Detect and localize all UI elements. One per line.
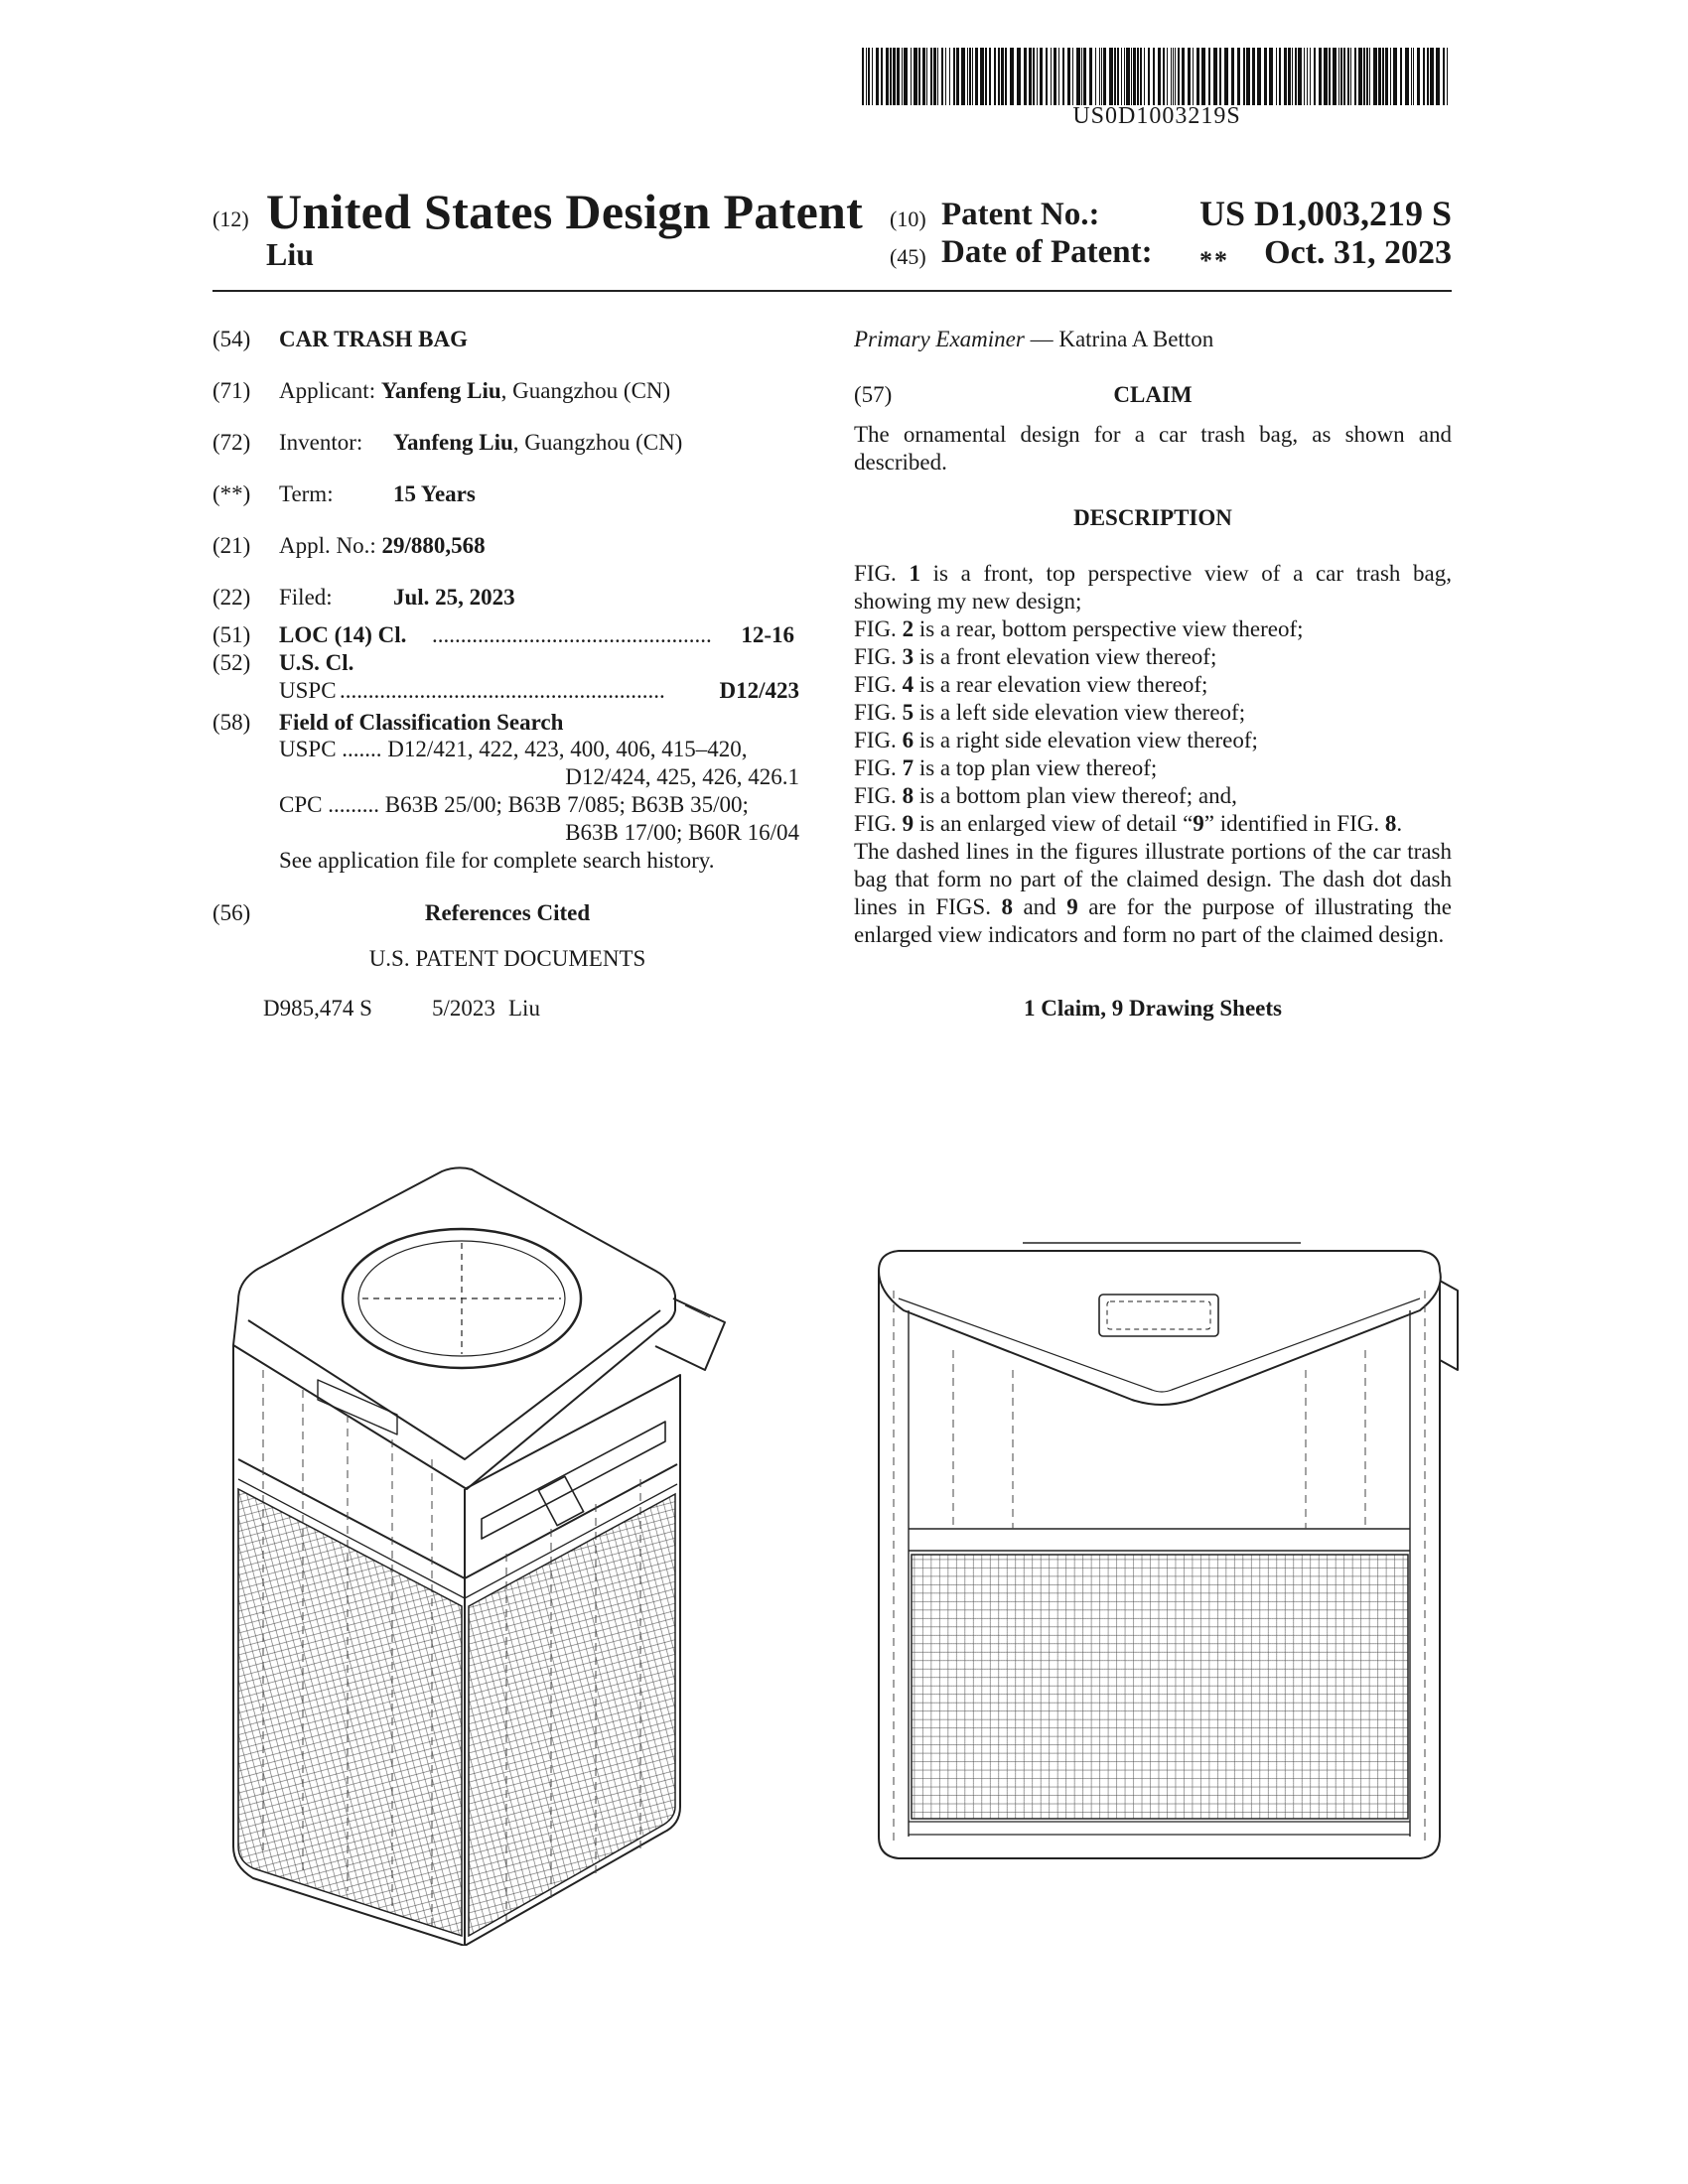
barcode-bar (1284, 48, 1287, 105)
barcode-bar (1324, 48, 1328, 105)
barcode-bar (1427, 48, 1429, 105)
applicant-location: , Guangzhou (CN) (500, 378, 671, 403)
barcode-bar (1288, 48, 1291, 105)
fig-2-line: FIG. 2 is a rear, bottom perspective view thereof; (854, 616, 1304, 641)
barcode-bar (1298, 48, 1302, 105)
term-marker: ** (1199, 246, 1229, 275)
barcode-bar (1310, 48, 1311, 105)
barcode-bar (1319, 48, 1322, 105)
barcode-bar (1385, 48, 1388, 105)
barcode-bar (1340, 48, 1342, 105)
barcode-bar (1017, 48, 1021, 105)
barcode-bar (1246, 48, 1250, 105)
barcode-bar (1363, 48, 1365, 105)
loc-label: LOC (14) Cl. (279, 622, 407, 647)
barcode-bar (941, 48, 943, 105)
barcode-bar (1173, 48, 1174, 105)
barcode-bar (1304, 48, 1305, 105)
appl-line (279, 532, 486, 560)
barcode-bar (1243, 48, 1245, 105)
barcode-bar (967, 48, 968, 105)
field-uspc-line1: USPC ....... D12/421, 422, 423, 400, 406, 415–420, (279, 737, 748, 761)
code-10: (10) (890, 206, 926, 231)
barcode-bar (1257, 48, 1261, 105)
barcode-bar (1201, 48, 1205, 105)
barcode-bar (1153, 48, 1155, 105)
field-search-label: Field of Classification Search (279, 710, 564, 735)
barcode-bar (980, 48, 984, 105)
inventor-line (393, 429, 682, 457)
uscl-dots: ......................................................... (340, 678, 665, 703)
barcode-bar (1350, 48, 1351, 105)
barcode-bar (1067, 48, 1070, 105)
field-52-code: (52) (212, 650, 251, 675)
barcode-bar (1343, 48, 1345, 105)
barcode-bar (1131, 48, 1132, 105)
barcode-bar (972, 48, 973, 105)
field-72-code: (72) (212, 430, 251, 455)
barcode-bar (1121, 48, 1122, 105)
barcode-bar (1109, 48, 1113, 105)
uscl-value: D12/423 (719, 678, 799, 703)
barcode-bar (1188, 48, 1191, 105)
barcode-bar (1167, 48, 1168, 105)
barcode-bar (1366, 48, 1368, 105)
field-58-code: (58) (212, 710, 251, 735)
barcode-bar (1436, 48, 1440, 105)
header-rule (212, 290, 1452, 292)
barcode-bar (949, 48, 950, 105)
patent-no-label: Patent No.: (941, 197, 1100, 232)
barcode-bar (876, 48, 879, 105)
inventor-label: Inventor: (279, 430, 363, 455)
figure-1-perspective-drawing (209, 1161, 894, 1946)
patent-number: US D1,003,219 S (1198, 194, 1452, 233)
fig-5-line: FIG. 5 is a left side elevation view thereof; (854, 700, 1246, 725)
patent-type-title: United States Design Patent (266, 184, 864, 239)
barcode-bar (1054, 48, 1056, 105)
barcode-bar (1029, 48, 1032, 105)
barcode-bar (1373, 48, 1377, 105)
barcode-bar (1005, 48, 1007, 105)
fig-1-line: FIG. 1 is a front, top perspective view of a car trash bag, (854, 561, 1452, 586)
barcode-bar (1358, 48, 1362, 105)
barcode-bar (1276, 48, 1277, 105)
barcode-bar (1158, 48, 1161, 105)
barcode-bar (1382, 48, 1384, 105)
field-21-code: (21) (212, 533, 251, 558)
examiner-line (854, 326, 1213, 353)
barcode-bar (930, 48, 932, 105)
field-cpc-line1: CPC ......... B63B 25/00; B63B 7/085; B63B 35/00; (279, 792, 749, 817)
barcode-bar (953, 48, 955, 105)
barcode-bar (1292, 48, 1293, 105)
barcode-bar (1423, 48, 1425, 105)
barcode-bar (1390, 48, 1391, 105)
barcode-bar (1208, 48, 1210, 105)
barcode-bar (893, 48, 896, 105)
code-45: (45) (890, 244, 926, 269)
barcode-bar (1252, 48, 1255, 105)
barcode-bar (1264, 48, 1267, 105)
barcode-bar (1101, 48, 1102, 105)
barcode-bar (1231, 48, 1234, 105)
barcode-bar (1051, 48, 1052, 105)
barcode-bar (1124, 48, 1125, 105)
barcode-bar (1046, 48, 1048, 105)
barcode-bar (1411, 48, 1412, 105)
barcode-bar (1237, 48, 1240, 105)
dashed-lines-paragraph: The dashed lines in the figures illustrate portions of the car trash bag that form no part of the claimed design. The dash dot dash lines in FIGS. 8 and 9 are for the purpose of illustrating the enlarged view indicators and form no part of the claimed design. (854, 839, 1452, 947)
barcode-bar (1193, 48, 1194, 105)
claims-sheets-summary: 1 Claim, 9 Drawing Sheets (1023, 996, 1283, 1021)
description-heading: DESCRIPTION (1073, 505, 1232, 530)
barcode-bar (1103, 48, 1106, 105)
barcode-bar (1314, 48, 1316, 105)
barcode-bar (1040, 48, 1043, 105)
inventor-name: Yanfeng Liu (393, 430, 513, 455)
description-figures (854, 560, 1452, 949)
inventor-surname: Liu (266, 236, 315, 272)
barcode-bar (1076, 48, 1080, 105)
field-search-note: See application file for complete search history. (279, 848, 715, 873)
field-cpc-line2: B63B 17/00; B60R 16/04 (565, 820, 799, 845)
barcode (862, 48, 1452, 105)
barcode-bar (1369, 48, 1370, 105)
filed-date: Jul. 25, 2023 (393, 585, 515, 610)
ref-doc-date: 5/2023 (432, 996, 495, 1021)
uscl-label: U.S. Cl. (279, 650, 354, 675)
barcode-bar (904, 48, 908, 105)
barcode-bar (866, 48, 867, 105)
barcode-bar (1447, 48, 1448, 105)
filed-label: Filed: (279, 585, 333, 610)
barcode-bar (902, 48, 903, 105)
barcode-bar (1037, 48, 1038, 105)
fig-4-line: FIG. 4 is a rear elevation view thereof; (854, 672, 1208, 697)
barcode-bar (1213, 48, 1217, 105)
term-label: Term: (279, 481, 334, 506)
field-22-code: (22) (212, 585, 251, 610)
barcode-bar (1144, 48, 1145, 105)
barcode-bar (1072, 48, 1073, 105)
barcode-bar (1393, 48, 1397, 105)
field-71-code: (71) (212, 378, 251, 403)
barcode-bar (1333, 48, 1336, 105)
barcode-bar (1148, 48, 1150, 105)
barcode-bar (1338, 48, 1339, 105)
barcode-bar (1033, 48, 1035, 105)
ref-doc-number: D985,474 S (263, 996, 372, 1021)
design-title: CAR TRASH BAG (279, 327, 468, 351)
fig-9-line: FIG. 9 is an enlarged view of detail “9” identified in FIG. 8. (854, 811, 1403, 836)
field-57-code: (57) (854, 382, 893, 407)
barcode-bar (890, 48, 892, 105)
fig-7-line: FIG. 7 is a top plan view thereof; (854, 755, 1158, 780)
barcode-bar (1295, 48, 1297, 105)
barcode-bar (862, 48, 864, 105)
barcode-bar (1178, 48, 1180, 105)
barcode-bar (1163, 48, 1165, 105)
barcode-bar (886, 48, 889, 105)
barcode-bar (1347, 48, 1349, 105)
barcode-bar (1001, 48, 1004, 105)
barcode-bar (1010, 48, 1014, 105)
field-56-code: (56) (212, 900, 251, 925)
barcode-bar (1095, 48, 1096, 105)
barcode-bar (1137, 48, 1139, 105)
appl-label: Appl. No.: (279, 533, 376, 558)
barcode-bar (985, 48, 987, 105)
barcode-bar (1133, 48, 1136, 105)
barcode-bar (868, 48, 870, 105)
code-12: (12) (212, 206, 249, 231)
barcode-bar (1114, 48, 1116, 105)
fig-1-line-cont: showing my new design; (854, 589, 1082, 614)
applicant-label: Applicant: (279, 378, 376, 403)
claim-heading: CLAIM (1113, 382, 1193, 407)
barcode-bar (1083, 48, 1086, 105)
barcode-bar (1443, 48, 1445, 105)
barcode-bar (975, 48, 978, 105)
uscl-sub: USPC (279, 678, 337, 703)
inventor-location: , Guangzhou (CN) (512, 430, 683, 455)
applicant-name: Yanfeng Liu (380, 378, 501, 403)
barcode-bar (918, 48, 920, 105)
fig-8-line: FIG. 8 is a bottom plan view thereof; and, (854, 783, 1237, 808)
barcode-bar (989, 48, 991, 105)
barcode-bar (881, 48, 883, 105)
date-of-patent: Oct. 31, 2023 (1264, 234, 1452, 271)
barcode-bar (1405, 48, 1409, 105)
barcode-bar (945, 48, 946, 105)
examiner-name: — Katrina A Betton (1024, 327, 1214, 351)
barcode-bar (1269, 48, 1273, 105)
barcode-bar (872, 48, 873, 105)
examiner-label: Primary Examiner (854, 327, 1025, 351)
barcode-bar (956, 48, 959, 105)
figure-2-rear-perspective-drawing (864, 1231, 1470, 1876)
barcode-bar (1329, 48, 1331, 105)
barcode-bar (1171, 48, 1172, 105)
barcode-bar (897, 48, 900, 105)
barcode-bar (1126, 48, 1130, 105)
term-value: 15 Years (393, 481, 476, 506)
barcode-bar (914, 48, 917, 105)
loc-dots: ................................................. (432, 622, 712, 647)
field-51-code: (51) (212, 622, 251, 647)
fig-6-line: FIG. 6 is a right side elevation view thereof; (854, 728, 1258, 752)
appl-number: 29/880,568 (381, 533, 486, 558)
barcode-bar (1417, 48, 1420, 105)
barcode-bar (937, 48, 938, 105)
barcode-bar (1099, 48, 1100, 105)
barcode-bar (1196, 48, 1199, 105)
barcode-bar (1354, 48, 1356, 105)
field-uspc-line2: D12/424, 425, 426, 426.1 (565, 764, 799, 789)
references-heading: References Cited (424, 900, 591, 925)
barcode-bar (926, 48, 927, 105)
date-label: Date of Patent: (941, 234, 1153, 270)
barcode-bar (1117, 48, 1119, 105)
ref-doc-name: Liu (508, 996, 540, 1021)
barcode-bar (998, 48, 1000, 105)
barcode-bar (1219, 48, 1221, 105)
claim-text: The ornamental design for a car trash bag, as shown and described. (854, 422, 1452, 475)
barcode-bar (969, 48, 971, 105)
barcode-bar (1413, 48, 1414, 105)
barcode-bar (1307, 48, 1308, 105)
barcode-bar (994, 48, 996, 105)
barcode-bar (1175, 48, 1176, 105)
barcode-bar (933, 48, 936, 105)
applicant-line (279, 377, 670, 405)
barcode-bar (1089, 48, 1092, 105)
barcode-bar (1062, 48, 1064, 105)
barcode-bar (1279, 48, 1281, 105)
barcode-bar (1081, 48, 1082, 105)
barcode-bar (1024, 48, 1027, 105)
fig-3-line: FIG. 3 is a front elevation view thereof; (854, 644, 1217, 669)
field-term-code: (**) (212, 481, 251, 506)
barcode-number: US0D1003219S (1072, 103, 1241, 129)
barcode-bar (1224, 48, 1228, 105)
barcode-bar (961, 48, 965, 105)
barcode-bar (1058, 48, 1059, 105)
barcode-bar (1378, 48, 1381, 105)
field-54-code: (54) (212, 327, 251, 351)
barcode-bar (1140, 48, 1142, 105)
barcode-bar (922, 48, 925, 105)
barcode-bar (911, 48, 912, 105)
us-patent-docs-heading: U.S. PATENT DOCUMENTS (368, 946, 646, 971)
loc-value: 12-16 (741, 622, 794, 647)
barcode-bar (1430, 48, 1434, 105)
barcode-bar (1182, 48, 1185, 105)
barcode-bar (1400, 48, 1402, 105)
